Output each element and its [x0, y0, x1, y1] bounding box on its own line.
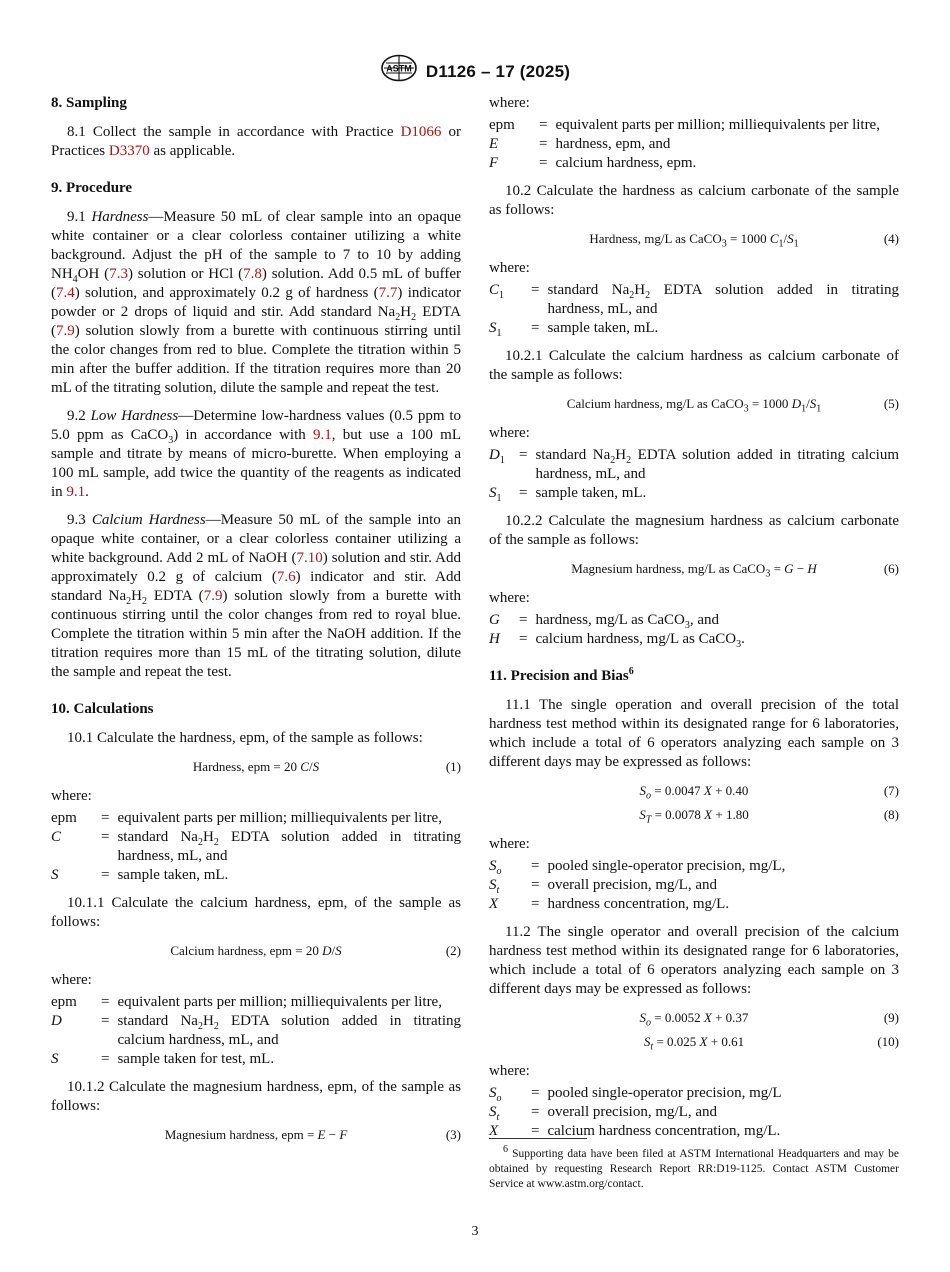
equation-2: Calcium hardness, epm = 20 D/S (2): [170, 943, 461, 958]
paragraph-10-1-1: 10.1.1 Calculate the calcium hardness, epm, of the sample as follows:: [51, 895, 461, 930]
link-7-9[interactable]: 7.9: [56, 323, 75, 339]
page-number: 3: [471, 1224, 479, 1239]
paragraph-10-2-2: 10.2.2 Calculate the magnesium hardness as calcium carbonate of the sample as follows:: [489, 513, 899, 548]
paragraph-10-2-1: 10.2.1 Calculate the calcium hardness as calcium carbonate of the sample as follows:: [489, 348, 899, 383]
equation-7: $S_o = 0.0047$ X + 0.40 (7): [639, 783, 899, 802]
svg-text:ASTM: ASTM: [386, 63, 412, 74]
astm-logo-icon: [380, 54, 418, 88]
section-9-heading: 9. Procedure: [51, 180, 133, 196]
where-label: where:: [489, 836, 530, 852]
link-7-10[interactable]: 7.10: [296, 550, 323, 566]
where-label: where:: [489, 95, 530, 111]
where-label: where:: [51, 972, 92, 988]
paragraph-10-1: 10.1 Calculate the hardness, epm, of the sample as follows:: [67, 730, 423, 746]
equation-5: Calcium hardness, mg/L as CaCO$_3$ = 1000 $D_1/S_1$ (5): [566, 396, 899, 415]
section-10-heading: 10. Calculations: [51, 701, 154, 717]
equation-8: $S_T = 0.0078$ X + 1.80 (8): [639, 807, 899, 826]
definitions-6: G = hardness, mg/L as CaCO$_3$, and H = calcium hardness, mg/L as CaCO$_3$.: [489, 612, 745, 650]
page-header: [0, 54, 950, 84]
link-d3370[interactable]: D3370: [108, 143, 150, 159]
definitions-3: epm = equivalent parts per million; milliequivalents per litre, E = hardness, epm, and F = calcium hardness, epm.: [489, 117, 880, 171]
document-designation: D1126 – 17 (2025): [425, 61, 571, 81]
equation-4: Hardness, mg/L as CaCO$_3$ = 1000 $C_1/S_1$ (4): [589, 231, 899, 250]
paragraph-10-2: 10.2 Calculate the hardness as calcium carbonate of the sample as follows:: [489, 183, 899, 218]
where-label: where:: [489, 590, 530, 606]
paragraph-9-1: 9.1 Hardness—Measure 50 mL of clear sample into an opaque white container or a clear colorless container utilizing a white background. Adjust the pH of the sample to 7 to 10 by adding $NH_4OH$ (7.3) solution or HCl (7.8) solution. Add 0.5 mL of buffer (7.4) solution, and approximately 0.2 g of hardness (7.7) indicator powder or 2 drops of liquid and stir. Add standard $Na_2H_2$ EDTA (7.9) solution slowly from a burette with continuous stirring until the color changes from red to blue. Complete the titration within 5 min after the buffer addition. If the titration requires more than 20 mL of the titrating solution, dilute the sample and repeat the test.: [51, 209, 462, 396]
where-label: where:: [489, 425, 530, 441]
link-7-7[interactable]: 7.7: [378, 285, 398, 301]
link-7-8[interactable]: 7.8: [243, 266, 262, 282]
where-label: where:: [51, 788, 92, 804]
where-label: where:: [489, 260, 530, 276]
left-column: [51, 94, 461, 1155]
equation-9: $S_o = 0.0052$ X + 0.37 (9): [639, 1010, 899, 1029]
link-9-1-b[interactable]: 9.1: [66, 484, 86, 500]
link-9-1[interactable]: 9.1: [313, 427, 332, 443]
link-d1066[interactable]: D1066: [400, 124, 442, 140]
definitions-5: $D_1$ = standard $Na_2H_2$ EDTA solution added in titrating calcium hardness, mL, and $S_1$ = sample taken, mL.: [489, 447, 899, 504]
section-11-heading: 11. Precision and Bias$^6$: [489, 666, 634, 684]
link-7-9-b[interactable]: 7.9: [203, 588, 223, 604]
link-7-4[interactable]: 7.4: [56, 285, 75, 301]
definitions-7: $S_o$ = pooled single-operator precision, mg/L, $S_t$ = overall precision, mg/L, and X = hardness concentration, mg/L.: [489, 858, 786, 912]
footnote: $^6$ Supporting data have been filed at ASTM International Headquarters and may be obtained by requesting Research Report RR:D19-1125. Contact ASTM Customer Service at www.astm.org/contact.: [489, 1144, 899, 1190]
equation-10: $S_t = 0.025$ X + 0.61 (10): [643, 1034, 899, 1053]
definitions-4: $C_1$ = standard $Na_2H_2$ EDTA solution added in titrating hardness, mL, and $S_1$ = sample taken, mL.: [489, 282, 899, 339]
definitions-1: epm = equivalent parts per million; milliequivalents per litre, C = standard $Na_2H_2$ EDTA solution added in titrating hardness, mL, and S = sample taken, mL.: [51, 810, 461, 883]
where-label: where:: [489, 1063, 530, 1079]
paragraph-9-2: 9.2 Low Hardness—Determine low-hardness values (0.5 ppm to 5.0 ppm as CaCO$_3$) in accordance with 9.1, but use a 100 mL sample and titrate by means of micro-burette. When employing a 100 mL sample, add twice the quantity of the reagents as indicated in 9.1.: [51, 408, 462, 500]
footnote-divider: [489, 1138, 587, 1139]
footnote-ref[interactable]: 6: [628, 666, 634, 677]
link-7-6[interactable]: 7.6: [276, 569, 296, 585]
paragraph-9-3: 9.3 Calcium Hardness—Measure 50 mL of the sample into an opaque white container, or a clear colorless container utilizing a white background. Add 2 mL of NaOH (7.10) solution and stir. Add approximately 0.2 g of calcium (7.6) indicator and stir. Add standard $Na_2H_2$ EDTA (7.9) solution slowly from a burette with continuous stirring until the color changes from red to royal blue. Complete the titration within 5 min after the NaOH addition. If the titration requires more than 15 mL of the titrating solution, dilute the sample and repeat the test.: [51, 512, 462, 680]
paragraph-11-2: 11.2 The single operator and overall precision of the calcium hardness test method within its designated range for 6 laboratories, which include a total of 6 operators analyzing each sample on 3 different days may be expressed as follows:: [489, 924, 899, 997]
section-8-heading: 8. Sampling: [51, 95, 127, 111]
right-column: [489, 94, 899, 1150]
definitions-2: epm = equivalent parts per million; milliequivalents per litre, D = standard $Na_2H_2$ EDTA solution added in titrating calcium hardness, mL, and S = sample taken for test, mL.: [51, 994, 461, 1067]
paragraph-8-1: 8.1 Collect the sample in accordance with Practice D1066 or Practices D3370 as applicable.: [51, 124, 461, 159]
definitions-8: $S_o$ = pooled single-operator precision, mg/L $S_t$ = overall precision, mg/L, and X = calcium hardness concentration, mg/L.: [489, 1085, 782, 1139]
paragraph-10-1-2: 10.1.2 Calculate the magnesium hardness, epm, of the sample as follows:: [51, 1079, 461, 1114]
equation-1: Hardness, epm = 20 C/S (1): [192, 759, 461, 774]
equation-6: Magnesium hardness, mg/L as CaCO$_3$ = G − H (6): [571, 561, 899, 580]
link-7-3[interactable]: 7.3: [109, 266, 128, 282]
equation-3: Magnesium hardness, epm = E − F (3): [164, 1127, 461, 1142]
paragraph-11-1: 11.1 The single operation and overall precision of the total hardness test method within its designated range for 6 laboratories, which include a total of 6 operators analyzing each sample on 3 different days may be expressed as follows:: [489, 697, 899, 770]
